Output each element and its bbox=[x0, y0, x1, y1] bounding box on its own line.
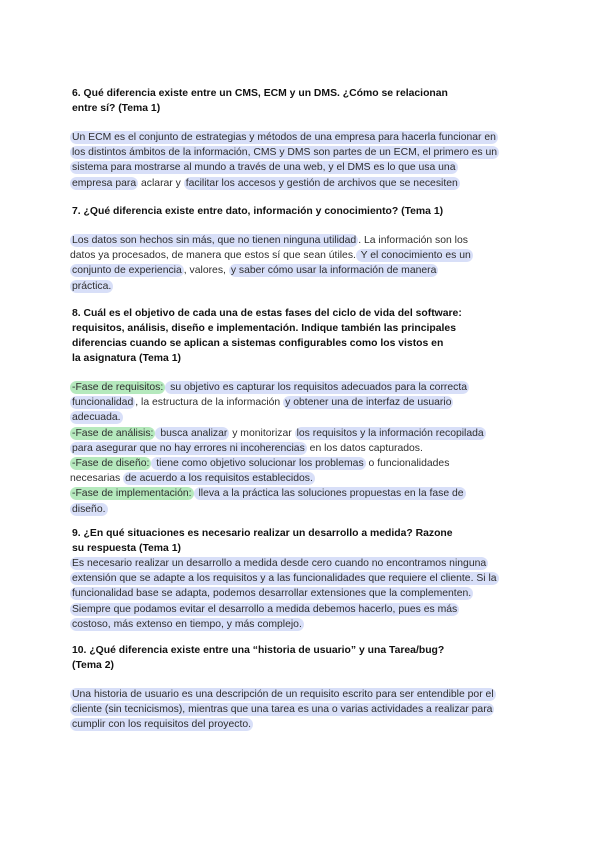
question-8-title-line: requisitos, análisis, diseño e implementación. Indique también las principales bbox=[72, 323, 456, 334]
question-8-answer bbox=[70, 380, 532, 517]
highlighted-text: Los datos son hechos sin más, que no tienen ninguna utilidad bbox=[72, 235, 357, 246]
phase-label-requisitos: -Fase de requisitos: bbox=[72, 382, 164, 393]
question-10-title-line: 10. ¿Qué diferencia existe entre una “historia de usuario” y una Tarea/bug? bbox=[72, 645, 445, 656]
highlighted-text: su objetivo es capturar los requisitos adecuados para la correcta bbox=[167, 382, 468, 393]
highlighted-text: tiene como objetivo solucionar los problemas bbox=[153, 458, 364, 470]
highlighted-text: cliente (sin tecnicismos), mientras que una tarea es una o varias actividades a realizar para bbox=[72, 704, 493, 716]
question-8-title-line: diferencias cuando se aplican a sistemas configurables como los vistos en bbox=[72, 338, 444, 349]
question-8-title-line: la asignatura (Tema 1) bbox=[72, 353, 181, 364]
question-10-answer bbox=[70, 687, 532, 733]
highlighted-text: y saber cómo usar la información de manera bbox=[230, 265, 437, 277]
highlighted-text: busca analizar bbox=[157, 427, 228, 439]
highlighted-text: diseño. bbox=[72, 503, 106, 515]
question-9-title bbox=[72, 526, 532, 556]
highlighted-text: empresa para bbox=[72, 177, 137, 189]
highlighted-text: funcionalidad base se adapta, podemos desarrollar extensiones que la complementen. bbox=[72, 588, 472, 600]
question-8-title bbox=[72, 306, 532, 366]
highlighted-text: práctica. bbox=[72, 280, 112, 292]
answer-text: , la estructura de la información bbox=[135, 397, 284, 409]
answer-text: o funcionalidades bbox=[365, 458, 450, 470]
question-9-answer bbox=[70, 556, 532, 632]
highlighted-text: lleva a la práctica las soluciones propuestas en la fase de bbox=[195, 488, 464, 500]
answer-text: aclarar y bbox=[138, 177, 184, 189]
question-6-answer bbox=[70, 130, 532, 191]
question-6-title bbox=[72, 86, 532, 116]
question-9-title-line: su respuesta (Tema 1) bbox=[72, 543, 181, 554]
answer-text: necesarias bbox=[70, 473, 124, 485]
highlighted-text: Siempre que podamos evitar el desarrollo a medida debemos hacerlo, pues es más bbox=[72, 603, 458, 615]
answer-text: datos ya procesados, de manera que estos sí que sean útiles. bbox=[70, 250, 356, 262]
highlighted-text: costoso, más extenso en tiempo, y más complejo. bbox=[72, 618, 302, 630]
question-7-title bbox=[72, 204, 532, 219]
answer-text: en los datos capturados. bbox=[306, 442, 423, 454]
phase-label-analisis: -Fase de análisis: bbox=[72, 427, 154, 439]
answer-text: , valores, bbox=[183, 265, 229, 277]
question-9-title-line: 9. ¿En qué situaciones es necesario realizar un desarrollo a medida? Razone bbox=[72, 528, 453, 539]
highlighted-text: de acuerdo a los requisitos establecidos. bbox=[125, 473, 313, 485]
question-10-title-line: (Tema 2) bbox=[72, 660, 114, 671]
question-7-title-line: 7. ¿Qué diferencia existe entre dato, información y conocimiento? (Tema 1) bbox=[72, 206, 444, 217]
highlighted-text: Una historia de usuario es una descripción de un requisito escrito para ser entendible por el bbox=[72, 689, 494, 700]
highlighted-text: los requisitos y la información recopilada bbox=[296, 427, 484, 439]
highlighted-text: Un ECM es el conjunto de estrategias y métodos de una empresa para hacerla funcionar en bbox=[72, 132, 496, 143]
highlighted-text: y obtener una de interfaz de usuario bbox=[285, 397, 452, 409]
highlighted-text: Es necesario realizar un desarrollo a medida desde cero cuando no encontramos ninguna bbox=[72, 558, 487, 569]
phase-label-diseno: -Fase de diseño: bbox=[72, 458, 150, 470]
question-6-title-line: entre sí? (Tema 1) bbox=[72, 103, 161, 114]
question-8-title-line: 8. Cuál es el objetivo de cada una de estas fases del ciclo de vida del software: bbox=[72, 308, 462, 319]
highlighted-text: extensión que se adapte a los requisitos y a las funcionalidades que requiere el cliente. Si la bbox=[72, 573, 497, 585]
highlighted-text: adecuada. bbox=[72, 412, 121, 424]
answer-text: y monitorizar bbox=[229, 427, 295, 439]
highlighted-text: para asegurar que no hay errores ni incoherencias bbox=[72, 442, 305, 454]
highlighted-text: sistema para mostrarse al mundo a través de una web, y el DMS es lo que usa una bbox=[72, 162, 456, 174]
highlighted-text: conjunto de experiencia bbox=[72, 265, 182, 277]
highlighted-text: facilitar los accesos y gestión de archivos que se necesiten bbox=[185, 177, 458, 189]
question-6-title-line: 6. Qué diferencia existe entre un CMS, ECM y un DMS. ¿Cómo se relacionan bbox=[72, 88, 448, 99]
highlighted-text: cumplir con los requisitos del proyecto. bbox=[72, 719, 252, 731]
answer-text: . La información son los bbox=[358, 235, 468, 246]
highlighted-text: funcionalidad bbox=[72, 397, 134, 409]
question-7-answer bbox=[70, 233, 532, 294]
highlighted-text: Y el conocimiento es un bbox=[357, 250, 471, 262]
highlighted-text: los distintos ámbitos de la información, CMS y DMS son partes de un ECM, el primero es un bbox=[72, 147, 498, 159]
phase-label-implementacion: -Fase de implementación: bbox=[72, 488, 192, 500]
question-10-title bbox=[72, 643, 532, 673]
